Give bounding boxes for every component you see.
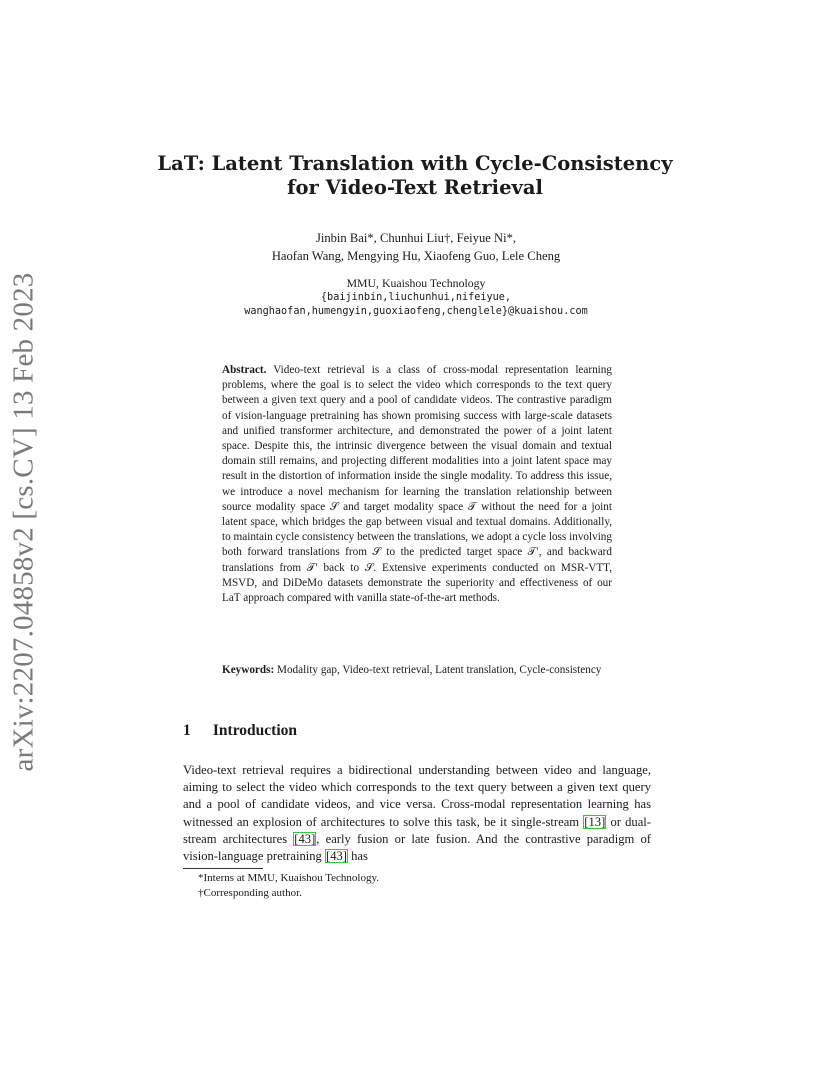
abstract-label: Abstract. <box>222 364 267 376</box>
intro-text-1: Video-text retrieval requires a bidirectional understanding between video and language, aiming to select the video which corresponds to the text query between a given text query and a pool of candidate videos, and vice versa. Cross-modal representation learning has witnessed an explosion of architectures to solve this task, be it single-stream <box>183 763 651 829</box>
abstract <box>222 363 612 606</box>
abstract-text: Video-text retrieval is a class of cross-modal representation learning problems, where the goal is to select the video which corresponds to the text query between a given text query and a pool of candidate videos. The contrastive paradigm of vision-language pretraining has shown promising success with large-scale datasets and unified transformer architecture, and demonstrated the power of a joint latent space. Despite this, the intrinsic divergence between the visual domain and textual domain still remains, and projecting different modalities into a joint latent space may result in the distortion of information inside the single modality. To address this issue, we introduce a novel mechanism for learning the translation relationship between source modality space 𝒮 and target modality space 𝒯 without the need for a joint latent space, which bridges the gap between visual and textual domains. Additionally, to maintain cycle consistency between the translations, we adopt a cycle loss involving both forward translations from 𝒮 to the predicted target space 𝒯′, and backward translations from 𝒯′ back to 𝒮. Extensive experiments conducted on MSR-VTT, MSVD, and DiDeMo datasets demonstrate the superiority and effectiveness of our LaT approach compared with vanilla state-of-the-art methods. <box>222 364 612 605</box>
authors-line-2: Haofan Wang, Mengying Hu, Xiaofeng Guo, Lele Cheng <box>271 249 561 263</box>
keywords <box>222 663 612 678</box>
keywords-label: Keywords: <box>222 664 275 676</box>
title-line-2: for Video-Text Retrieval <box>287 176 543 199</box>
author-list <box>140 229 692 265</box>
footnote-rule <box>183 868 263 869</box>
authors-line-1: Jinbin Bai*, Chunhui Liu†, Feiyue Ni*, <box>315 231 517 245</box>
paper-title <box>120 152 710 200</box>
affiliation <box>140 276 692 320</box>
citation-link[interactable]: [43] <box>326 849 347 864</box>
section-number: 1 <box>183 722 191 739</box>
citation-link[interactable]: [43] <box>294 831 316 846</box>
emails-line-1: {baijinbin,liuchunhui,nifeiyue, <box>320 291 512 303</box>
emails-line-2: wanghaofan,humengyin,guoxiaofeng,chenglele}@kuaishou.com <box>244 306 588 317</box>
section-title: Introduction <box>212 722 297 739</box>
affiliation-org: MMU, Kuaishou Technology <box>346 276 486 290</box>
arxiv-identifier: arXiv:2207.04858v2 [cs.CV] 13 Feb 2023 <box>7 272 40 772</box>
intro-text-3: , early fusion or late fusion. And the contrastive paradigm of vision-language pretraining <box>183 831 651 864</box>
title-line-1: LaT: Latent Translation with Cycle-Consistency <box>157 152 673 175</box>
section-heading <box>183 722 297 740</box>
citation-link[interactable]: [13] <box>584 814 606 829</box>
footnotes <box>198 871 618 901</box>
footnote-interns: *Interns at MMU, Kuaishou Technology. <box>198 872 380 884</box>
keywords-text: Modality gap, Video-text retrieval, Latent translation, Cycle-consistency <box>277 664 602 676</box>
intro-paragraph <box>183 762 651 865</box>
intro-text-2: or dual-stream architectures <box>183 814 651 846</box>
intro-text-4: has <box>347 849 368 864</box>
footnote-corresponding: †Corresponding author. <box>198 887 302 899</box>
